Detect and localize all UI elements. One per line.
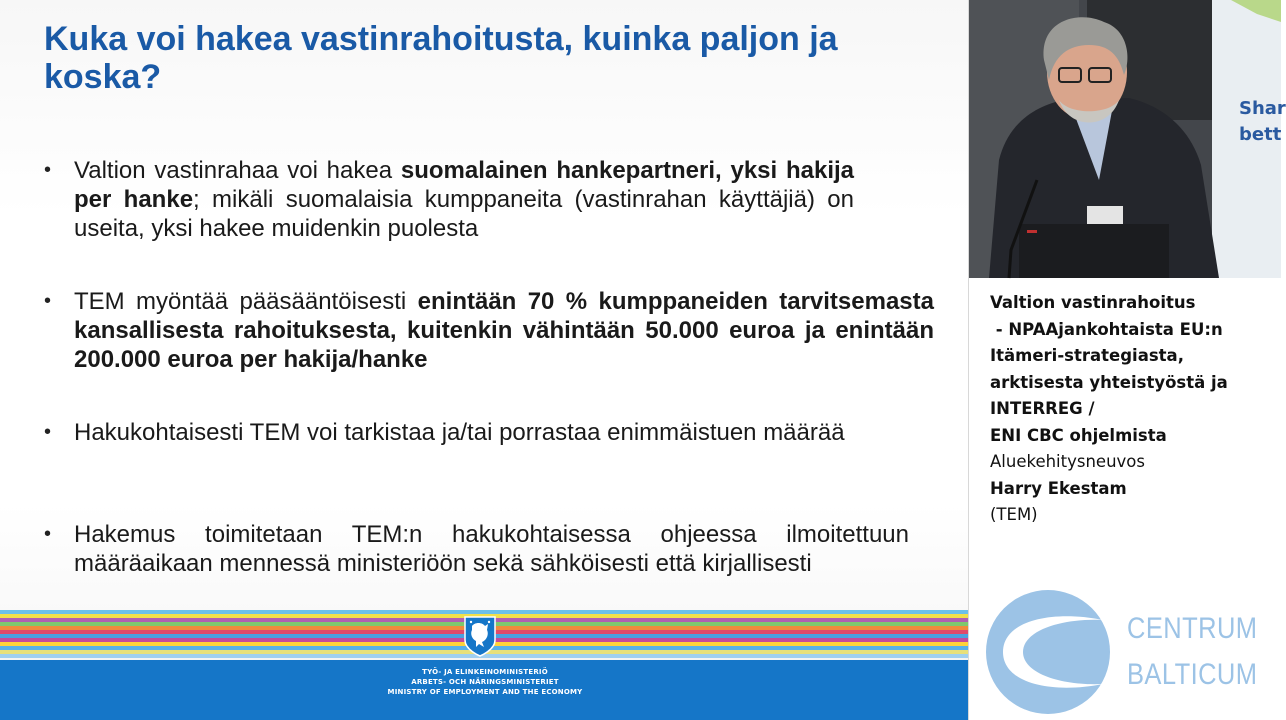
- logo-text-line: CENTRUM: [1127, 612, 1258, 645]
- session-title-line: Itämeri-strategiasta,: [990, 346, 1184, 365]
- lion-crest-icon: [462, 614, 498, 658]
- ministry-name-sv: ARBETS- OCH NÄRINGSMINISTERIET: [411, 678, 559, 686]
- bullet-bold-text: suomalainen hankepartneri, yksi hakija per hanke: [74, 157, 854, 213]
- speaker-video[interactable]: [969, 0, 1286, 278]
- session-info: [990, 290, 1275, 529]
- bullet-dot-icon: •: [44, 290, 52, 312]
- bullet-dot-icon: •: [44, 421, 52, 443]
- bullet-item: [44, 156, 854, 243]
- video-background-sign: [1239, 96, 1286, 148]
- speaker-organization: (TEM): [990, 505, 1038, 524]
- video-sign-line: bett: [1239, 124, 1282, 145]
- session-title-line: ENI CBC ohjelmista: [990, 425, 1167, 445]
- bullet-item: [44, 418, 864, 447]
- bullet-text: Hakemus toimitetaan TEM:n hakukohtaisessa ohjeessa ilmoitettuun määräaikaan mennessä ministeriöön sekä sähköisesti että kirjallisesti: [74, 521, 909, 577]
- speaker-role: Aluekehitysneuvos: [990, 452, 1145, 471]
- speaker-video-frame: [969, 0, 1281, 278]
- session-title-line: arktisesta yhteistyöstä ja: [990, 372, 1228, 392]
- session-title-line: INTERREG /: [990, 399, 1095, 418]
- bullet-dot-icon: •: [44, 523, 52, 545]
- bullet-item: [44, 520, 909, 578]
- bullet-bold-text: enintään 70 % kumppaneiden tarvitsemasta kansallisesta rahoituksesta, kuitenkin vähintään 50.000 euroa ja enintään 200.000 euroa per hakija/hanke: [74, 288, 934, 373]
- slide-title: Kuka voi hakea vastinrahoitusta, kuinka paljon ja koska?: [44, 20, 838, 96]
- speaker-name: Harry Ekestam: [990, 478, 1127, 498]
- centrum-balticum-logo-icon: [983, 590, 1283, 714]
- ministry-name-fi: TYÖ- JA ELINKEINOMINISTERIÖ: [422, 668, 548, 676]
- bullet-text: ; mikäli suomalaisia kumppaneita (vastinrahan käyttäjiä) on useita, yksi hakee muidenkin puolesta: [74, 186, 854, 242]
- bullet-text: TEM myöntää pääsääntöisesti: [74, 288, 418, 315]
- bullet-dot-icon: •: [44, 159, 52, 181]
- bullet-text: Valtion vastinrahaa voi hakea: [74, 157, 401, 184]
- ministry-name-en: MINISTRY OF EMPLOYMENT AND THE ECONOMY: [387, 688, 583, 696]
- session-title-line: - NPAAjankohtaista EU:n: [990, 319, 1223, 339]
- side-panel: [968, 0, 1286, 720]
- session-title-line: Valtion vastinrahoitus: [990, 293, 1196, 312]
- logo-text-line: BALTICUM: [1127, 658, 1258, 691]
- bullet-text: Hakukohtaisesti TEM voi tarkistaa ja/tai porrastaa enimmäistuen määrää: [74, 419, 845, 446]
- bullet-item: [44, 287, 934, 374]
- video-sign-line: Shar: [1239, 98, 1286, 119]
